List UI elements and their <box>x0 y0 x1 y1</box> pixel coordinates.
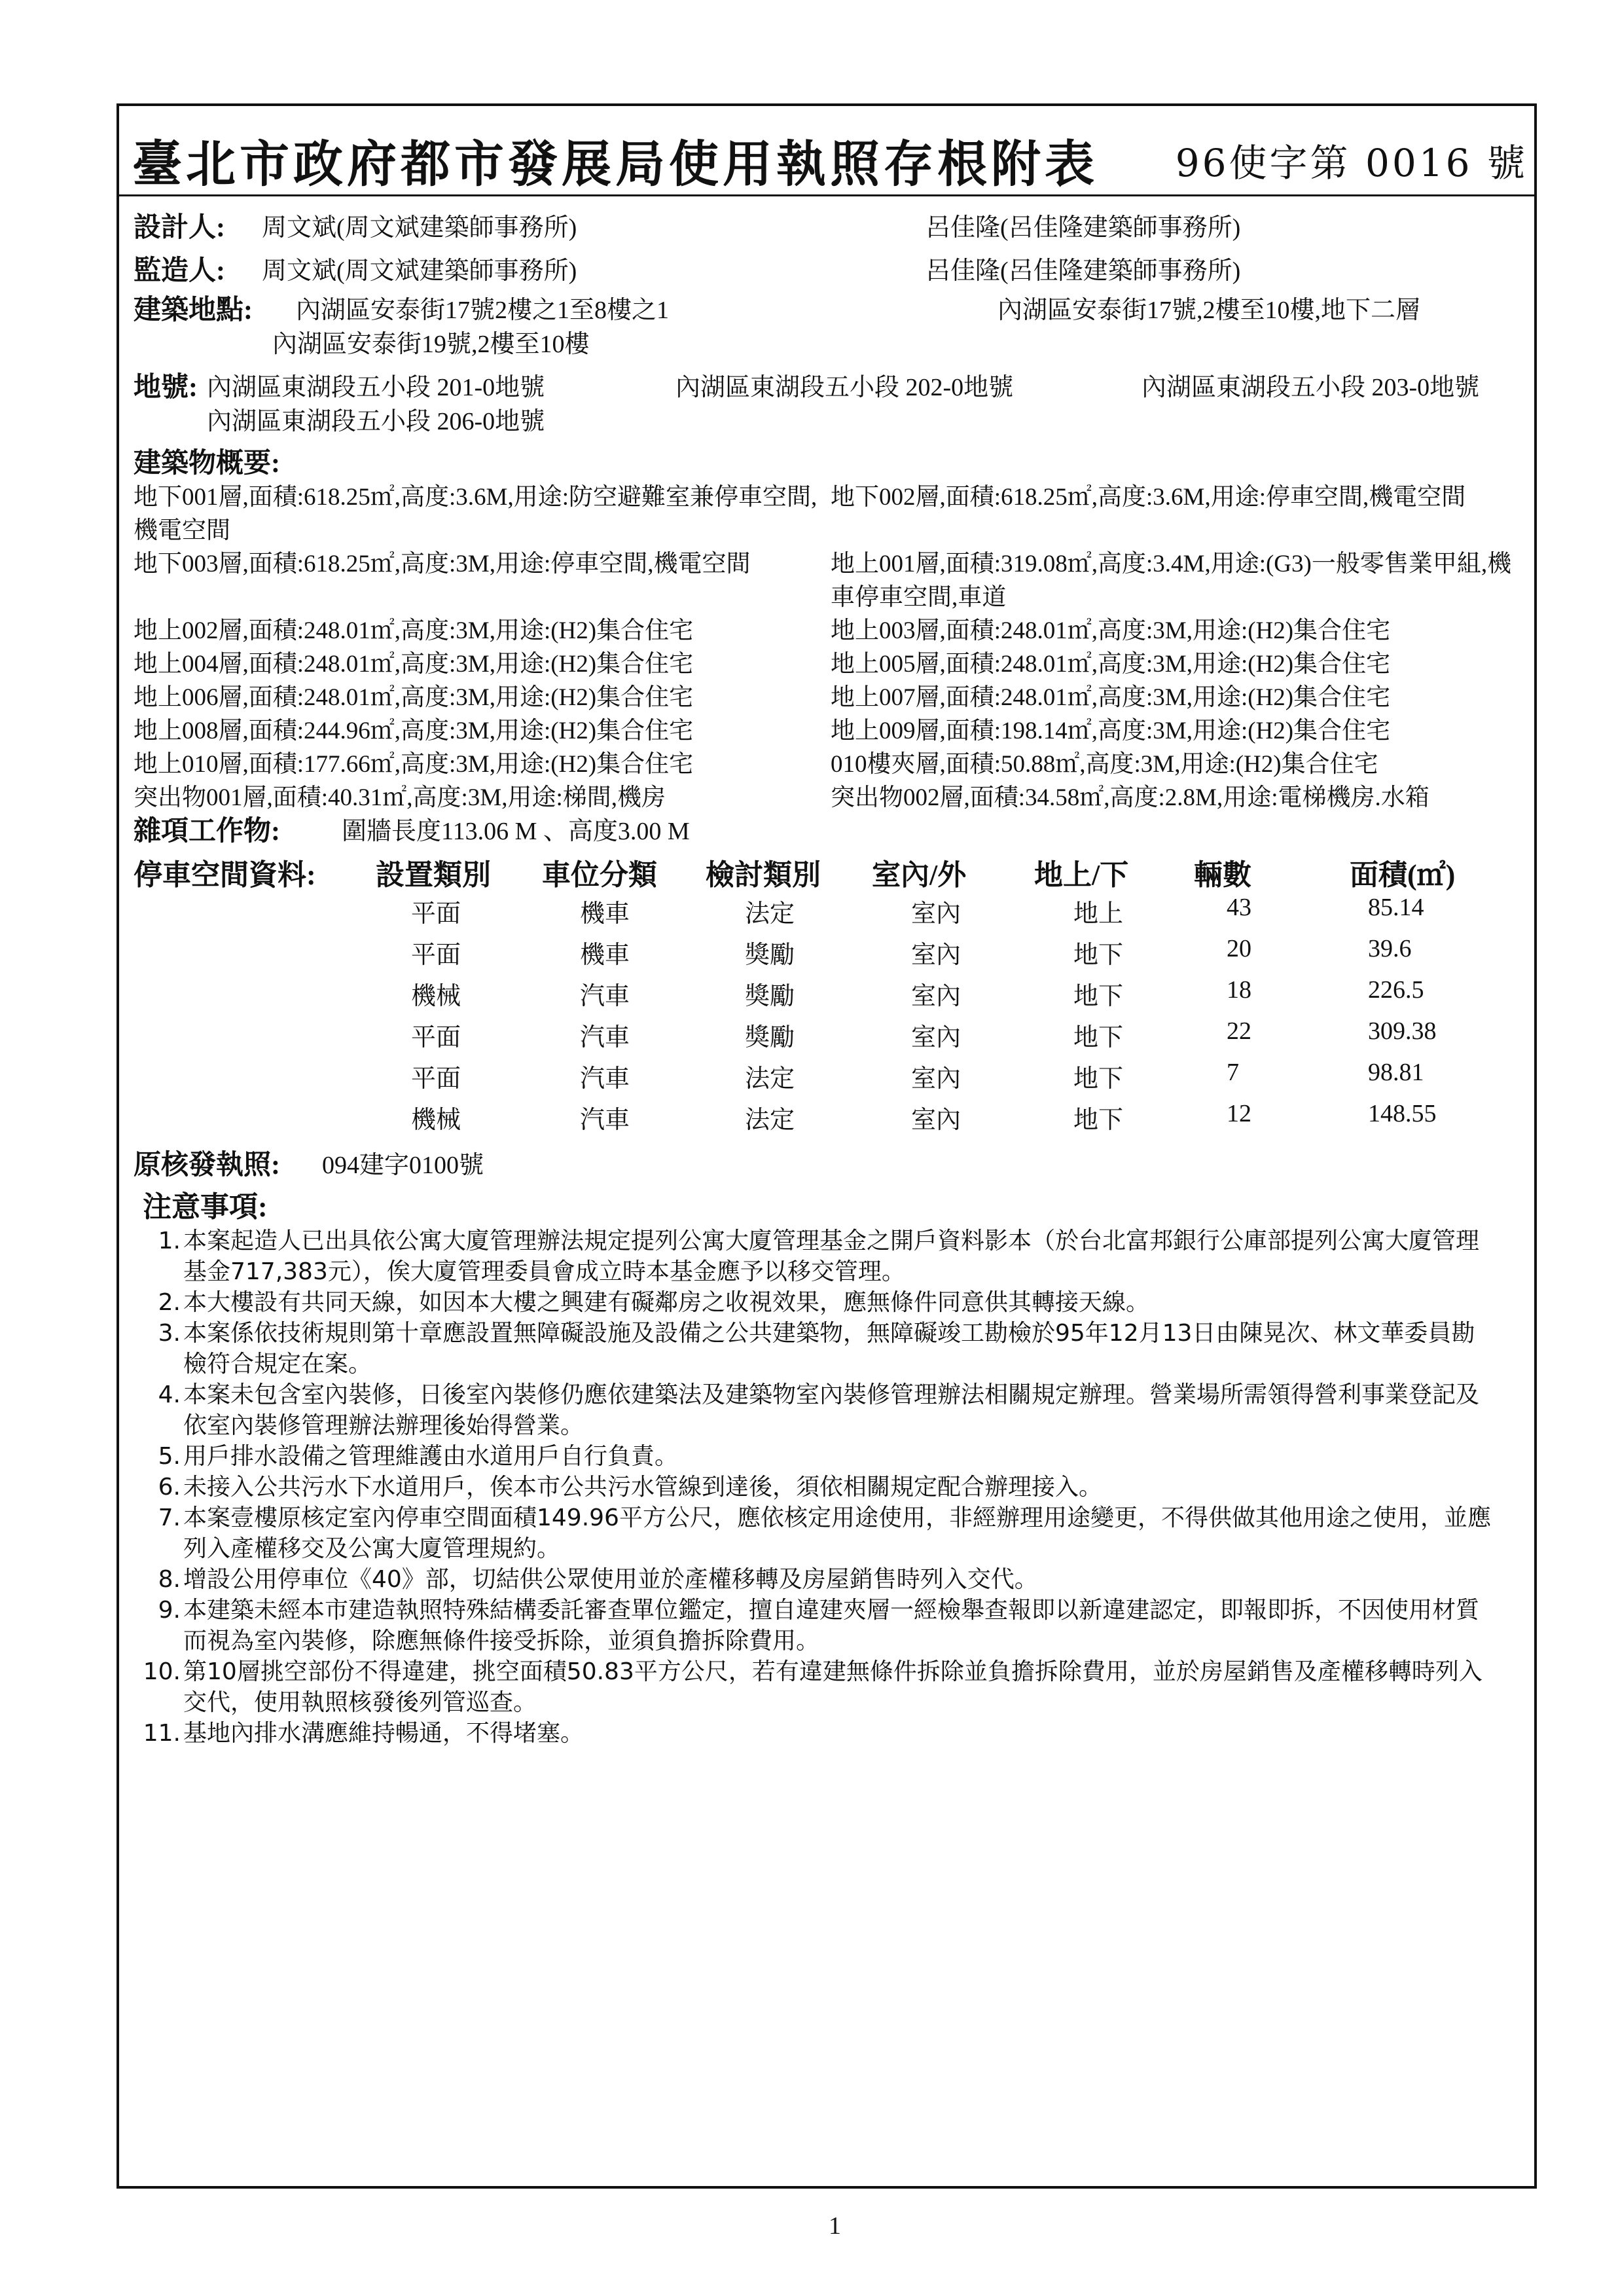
list-item <box>134 1379 1528 1441</box>
building-row <box>134 781 1528 814</box>
page-number: 1 <box>829 2212 841 2240</box>
parking-row <box>134 1058 1528 1099</box>
misc-label: 雜項工作物: <box>134 816 280 847</box>
parking-cell: 汽車 <box>580 983 630 1010</box>
supervisor-name-1: 周文斌(周文斌建築師事務所) <box>262 257 577 285</box>
floor-entry: 地上006層,面積:248.01㎡,高度:3M,用途:(H2)集合住宅 <box>134 684 694 711</box>
note-number: 4. <box>158 1381 181 1408</box>
title-row <box>119 106 1534 196</box>
site-address-1: 內湖區安泰街17號2樓之1至8樓之1 <box>296 297 670 324</box>
site-label: 建築地點: <box>134 295 253 325</box>
parking-row <box>134 893 1528 934</box>
note-text: 基地內排水溝應維持暢通，不得堵塞。 <box>183 1720 584 1747</box>
parking-col-header: 檢討類別 <box>706 859 821 891</box>
original-license-label: 原核發執照: <box>134 1150 280 1180</box>
floor-entry: 地下001層,面積:618.25㎡,高度:3.6M,用途:防空避難室兼停車空間,機電空間 <box>134 484 818 544</box>
parking-cell: 機械 <box>411 983 461 1010</box>
note-text: 未接入公共污水下水道用戶，俟本市公共污水管線到達後，須依相關規定配合辦理接入。 <box>183 1474 1103 1501</box>
list-item <box>134 1718 1528 1749</box>
lot-4: 內湖區東湖段五小段 206-0地號 <box>207 408 545 435</box>
parking-cell: 機車 <box>580 941 630 969</box>
note-text: 本案係依技術規則第十章應設置無障礙設施及設備之公共建築物，無障礙竣工勘檢於95年12月13日由陳晃次、林文華委員勘檢符合規定在案。 <box>183 1320 1475 1377</box>
floor-entry: 010樓夾層,面積:50.88㎡,高度:3M,用途:(H2)集合住宅 <box>831 751 1378 778</box>
list-item <box>134 1226 1528 1287</box>
parking-cell: 獎勵 <box>745 941 795 969</box>
building-row <box>134 481 1528 547</box>
parking-cell: 獎勵 <box>745 1024 795 1051</box>
parking-cell: 平面 <box>411 900 461 928</box>
building-row <box>134 714 1528 748</box>
list-item <box>134 1441 1528 1472</box>
list-item <box>134 1503 1528 1564</box>
parking-row <box>134 1017 1528 1058</box>
list-item <box>134 1287 1528 1318</box>
parking-row <box>134 934 1528 975</box>
parking-cell: 12 <box>1227 1100 1251 1127</box>
parking-cell: 室內 <box>911 983 962 1010</box>
lot-3: 內湖區東湖段五小段 203-0地號 <box>1142 374 1480 401</box>
parking-cell: 22 <box>1227 1017 1251 1045</box>
note-text: 本案壹樓原核定室內停車空間面積149.96平方公尺，應依核定用途使用，非經辦理用途變更，不得供做其他用途之使用，並應列入產權移交及公寓大廈管理規約。 <box>183 1504 1491 1562</box>
building-row <box>134 681 1528 714</box>
parking-col-header: 室內/外 <box>872 859 967 891</box>
supervisor-name-2: 呂佳隆(呂佳隆建築師事務所) <box>926 257 1241 285</box>
lot-1: 內湖區東湖段五小段 201-0地號 <box>207 374 545 401</box>
parking-col-header: 地上/下 <box>1034 859 1129 891</box>
note-text: 第10層挑空部份不得違建，挑空面積50.83平方公尺，若有違建無條件拆除並負擔拆除費用，並於房屋銷售及產權移轉時列入交代，使用執照核發後列管巡查。 <box>183 1658 1483 1716</box>
note-text: 本案未包含室內裝修，日後室內裝修仍應依建築法及建築物室內裝修管理辦法相關規定辦理。營業場所需領得營利事業登記及依室內裝修管理辦法辦理後始得營業。 <box>183 1381 1480 1439</box>
parking-cell: 機車 <box>580 900 630 928</box>
parking-cell: 43 <box>1227 894 1251 921</box>
parking-cell: 98.81 <box>1368 1059 1424 1086</box>
parking-cell: 309.38 <box>1368 1017 1437 1045</box>
parking-cell: 地下 <box>1073 1024 1124 1051</box>
list-item <box>134 1564 1528 1595</box>
site-row-2 <box>134 327 1528 361</box>
parking-cell: 18 <box>1227 976 1251 1004</box>
building-row <box>134 547 1528 614</box>
note-text: 增設公用停車位《40》部，切結供公眾使用並於產權移轉及房屋銷售時列入交代。 <box>183 1566 1038 1593</box>
lot-label: 地號: <box>134 373 198 403</box>
note-number: 5. <box>158 1443 181 1470</box>
parking-cell: 地下 <box>1073 941 1124 969</box>
designer-row <box>134 211 1528 245</box>
site-row <box>134 293 1528 327</box>
parking-cell: 汽車 <box>580 1024 630 1051</box>
lot-row-2 <box>134 405 1528 439</box>
designer-name-1: 周文斌(周文斌建築師事務所) <box>262 214 577 242</box>
floor-entry: 突出物002層,面積:34.58㎡,高度:2.8M,用途:電梯機房.水箱 <box>831 784 1429 811</box>
parking-col-header: 設置類別 <box>376 859 491 891</box>
note-number: 9. <box>158 1597 181 1624</box>
list-item <box>134 1472 1528 1503</box>
parking-row <box>134 975 1528 1017</box>
lot-row <box>134 371 1528 405</box>
floor-entry: 地上003層,面積:248.01㎡,高度:3M,用途:(H2)集合住宅 <box>831 617 1391 644</box>
parking-col-header: 輛數 <box>1194 859 1251 891</box>
parking-cell: 85.14 <box>1368 894 1424 921</box>
note-number: 3. <box>158 1320 181 1347</box>
list-item <box>134 1656 1528 1718</box>
note-number: 8. <box>158 1566 181 1593</box>
parking-cell: 室內 <box>911 1106 962 1134</box>
parking-cell: 法定 <box>745 900 795 928</box>
parking-cell: 地下 <box>1073 1106 1124 1134</box>
original-license-row <box>134 1148 1528 1182</box>
note-text: 用戶排水設備之管理維護由水道用戶自行負責。 <box>183 1443 679 1470</box>
supervisor-label: 監造人: <box>134 256 225 286</box>
parking-label: 停車空間資料: <box>134 859 316 891</box>
parking-cell: 汽車 <box>580 1106 630 1134</box>
parking-cell: 室內 <box>911 941 962 969</box>
parking-col-header: 面積(㎡) <box>1350 859 1456 891</box>
license-number: 96使字第 0016 號 <box>1175 141 1528 185</box>
parking-cell: 法定 <box>745 1065 795 1093</box>
parking-row <box>134 1099 1528 1140</box>
notes-title: 注意事項: <box>143 1191 268 1223</box>
building-summary <box>134 481 1528 814</box>
parking-cell: 室內 <box>911 1024 962 1051</box>
floor-entry: 地上001層,面積:319.08㎡,高度:3.4M,用途:(G3)一般零售業甲組,機車停車空間,車道 <box>831 551 1512 611</box>
parking-cell: 室內 <box>911 900 962 928</box>
parking-cell: 7 <box>1227 1059 1239 1086</box>
floor-entry: 地上009層,面積:198.14㎡,高度:3M,用途:(H2)集合住宅 <box>831 718 1391 744</box>
floor-entry: 地上008層,面積:244.96㎡,高度:3M,用途:(H2)集合住宅 <box>134 718 694 744</box>
parking-cell: 地下 <box>1073 1065 1124 1093</box>
parking-cell: 226.5 <box>1368 976 1424 1004</box>
building-label: 建築物概要: <box>134 448 280 479</box>
note-number: 2. <box>158 1289 181 1316</box>
note-number: 7. <box>158 1504 181 1531</box>
floor-entry: 地下003層,面積:618.25㎡,高度:3M,用途:停車空間,機電空間 <box>134 551 751 577</box>
site-address-3: 內湖區安泰街19號,2樓至10樓 <box>272 331 590 358</box>
parking-table <box>134 893 1528 1140</box>
note-text: 本大樓設有共同天線，如因本大樓之興建有礙鄰房之收視效果，應無條件同意供其轉接天線。 <box>183 1289 1150 1316</box>
parking-cell: 汽車 <box>580 1065 630 1093</box>
designer-label: 設計人: <box>134 213 225 243</box>
parking-cell: 平面 <box>411 1065 461 1093</box>
note-number: 10. <box>143 1658 181 1685</box>
note-number: 1. <box>158 1228 181 1254</box>
note-number: 11. <box>143 1720 181 1747</box>
floor-entry: 地上004層,面積:248.01㎡,高度:3M,用途:(H2)集合住宅 <box>134 651 694 678</box>
designer-name-2: 呂佳隆(呂佳隆建築師事務所) <box>926 214 1241 242</box>
parking-cell: 148.55 <box>1368 1100 1437 1127</box>
notes-list <box>134 1226 1528 1749</box>
misc-text: 圍牆長度113.06 M 、高度3.00 M <box>342 818 690 845</box>
note-text: 本建築未經本市建造執照特殊結構委託審查單位鑑定，擅自違建夾層一經檢舉查報即以新違建認定，即報即拆，不因使用材質而視為室內裝修，除應無條件接受拆除，並須負擔拆除費用。 <box>183 1597 1480 1654</box>
document-title: 臺北市政府都市發展局使用執照存根附表 <box>132 135 1098 193</box>
parking-cell: 地上 <box>1073 900 1124 928</box>
floor-entry: 地下002層,面積:618.25㎡,高度:3.6M,用途:停車空間,機電空間 <box>831 484 1466 511</box>
parking-cell: 機械 <box>411 1106 461 1134</box>
building-header <box>134 446 1528 481</box>
parking-cell: 獎勵 <box>745 983 795 1010</box>
supervisor-row <box>134 254 1528 288</box>
parking-header-row <box>134 851 1528 893</box>
floor-entry: 突出物001層,面積:40.31㎡,高度:3M,用途:梯間,機房 <box>134 784 666 811</box>
lot-2: 內湖區東湖段五小段 202-0地號 <box>675 374 1014 401</box>
list-item <box>134 1595 1528 1656</box>
note-number: 6. <box>158 1474 181 1501</box>
parking-cell: 39.6 <box>1368 935 1412 962</box>
floor-entry: 地上002層,面積:248.01㎡,高度:3M,用途:(H2)集合住宅 <box>134 617 694 644</box>
building-row <box>134 748 1528 781</box>
parking-col-header: 車位分類 <box>542 859 657 891</box>
parking-cell: 地下 <box>1073 983 1124 1010</box>
list-item <box>134 1318 1528 1379</box>
parking-cell: 20 <box>1227 935 1251 962</box>
floor-entry: 地上005層,面積:248.01㎡,高度:3M,用途:(H2)集合住宅 <box>831 651 1391 678</box>
original-license-value: 094建字0100號 <box>322 1152 484 1179</box>
building-row <box>134 647 1528 681</box>
building-row <box>134 614 1528 647</box>
parking-cell: 法定 <box>745 1106 795 1134</box>
parking-cell: 平面 <box>411 941 461 969</box>
parking-cell: 室內 <box>911 1065 962 1093</box>
content <box>134 211 1528 1749</box>
parking-cell: 平面 <box>411 1024 461 1051</box>
floor-entry: 地上007層,面積:248.01㎡,高度:3M,用途:(H2)集合住宅 <box>831 684 1391 711</box>
document-frame <box>117 103 1537 2189</box>
site-address-2: 內湖區安泰街17號,2樓至10樓,地下二層 <box>998 297 1421 324</box>
floor-entry: 地上010層,面積:177.66㎡,高度:3M,用途:(H2)集合住宅 <box>134 751 694 778</box>
note-text: 本案起造人已出具依公寓大廈管理辦法規定提列公寓大廈管理基金之開戶資料影本（於台北富邦銀行公庫部提列公寓大廈管理基金717,383元），俟大廈管理委員會成立時本基金應予以移交管理。 <box>183 1228 1480 1285</box>
misc-row <box>134 814 1528 848</box>
